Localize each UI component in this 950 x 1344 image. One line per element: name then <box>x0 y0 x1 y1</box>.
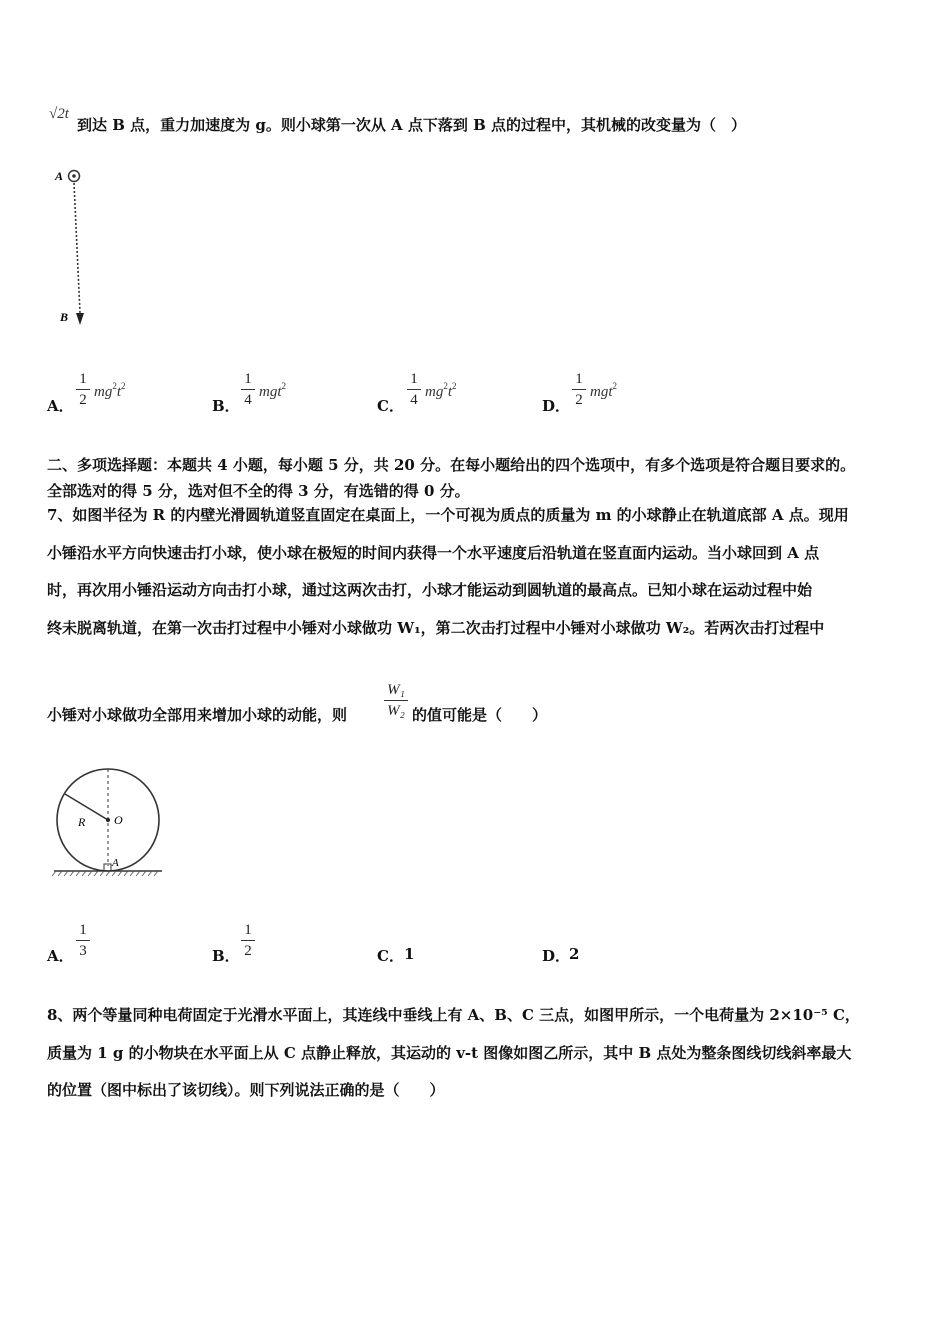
q7-line-2: 小锤沿水平方向快速击打小球，使小球在极短的时间内获得一个水平速度后沿轨道在竖直面内运动。当小球回到 A 点 <box>47 544 820 562</box>
sqrt-expression: √2t <box>49 106 69 122</box>
trajectory-dotted-line <box>74 183 80 313</box>
q7-line-3: 时，再次用小锤沿运动方向击打小球，通过这两次击打，小球才能运动到圆轨道的最高点。已知小球在运动过程中始 <box>47 581 813 599</box>
figure-label-a: A <box>55 169 64 183</box>
q8-line-1: 8、两个等量同种电荷固定于光滑水平面上，其连线中垂线上有 A、B、C 三点，如图甲所示，一个电荷量为 2×10⁻⁵ C， <box>47 1006 860 1024</box>
q7-line-1: 7、如图半径为 R 的内壁光滑圆轨道竖直固定在桌面上，一个可视为质点的质量为 m 的小球静止在轨道底部 A 点。现用 <box>47 506 849 524</box>
q8-line-3: 的位置（图中标出了该切线）。则下列说法正确的是（ ） <box>47 1081 445 1099</box>
section-header: 二、多项选择题：本题共 4 小题，每小题 5 分，共 20 分。在每小题给出的四个选项中，有多个选项是符合题目要求的。 <box>47 456 856 474</box>
q7-line-4: 终未脱离轨道，在第一次击打过程中小锤对小球做功 W₁，第二次击打过程中小锤对小球做功 W₂。若两次击打过程中 <box>47 619 825 637</box>
circular-track-figure <box>50 762 170 880</box>
w1-over-w2-fraction: W₁ W₂ <box>384 681 408 720</box>
q6-intro <box>47 100 907 140</box>
section-scoring: 全部选对的得 5 分，选对但不全的得 3 分，有选错的得 0 分。 <box>47 482 470 500</box>
label-o: O <box>114 813 123 827</box>
falling-ball-figure <box>50 165 100 330</box>
label-r: R <box>78 815 86 829</box>
q8-line-2: 质量为 1 g 的小物块在水平面上从 C 点静止释放，其运动的 v-t 图像如图乙所示，其中 B 点处为整条图线切线斜率最大 <box>47 1044 852 1062</box>
label-a: A <box>112 857 119 869</box>
arrow-down-icon <box>76 313 84 325</box>
q6-intro-text: 到达 B 点，重力加速度为 g。则小球第一次从 A 点下落到 B 点的过程中，其机械的改变量为（ ） <box>77 116 747 134</box>
radius-line <box>65 794 108 820</box>
figure-label-b: B <box>60 310 69 324</box>
